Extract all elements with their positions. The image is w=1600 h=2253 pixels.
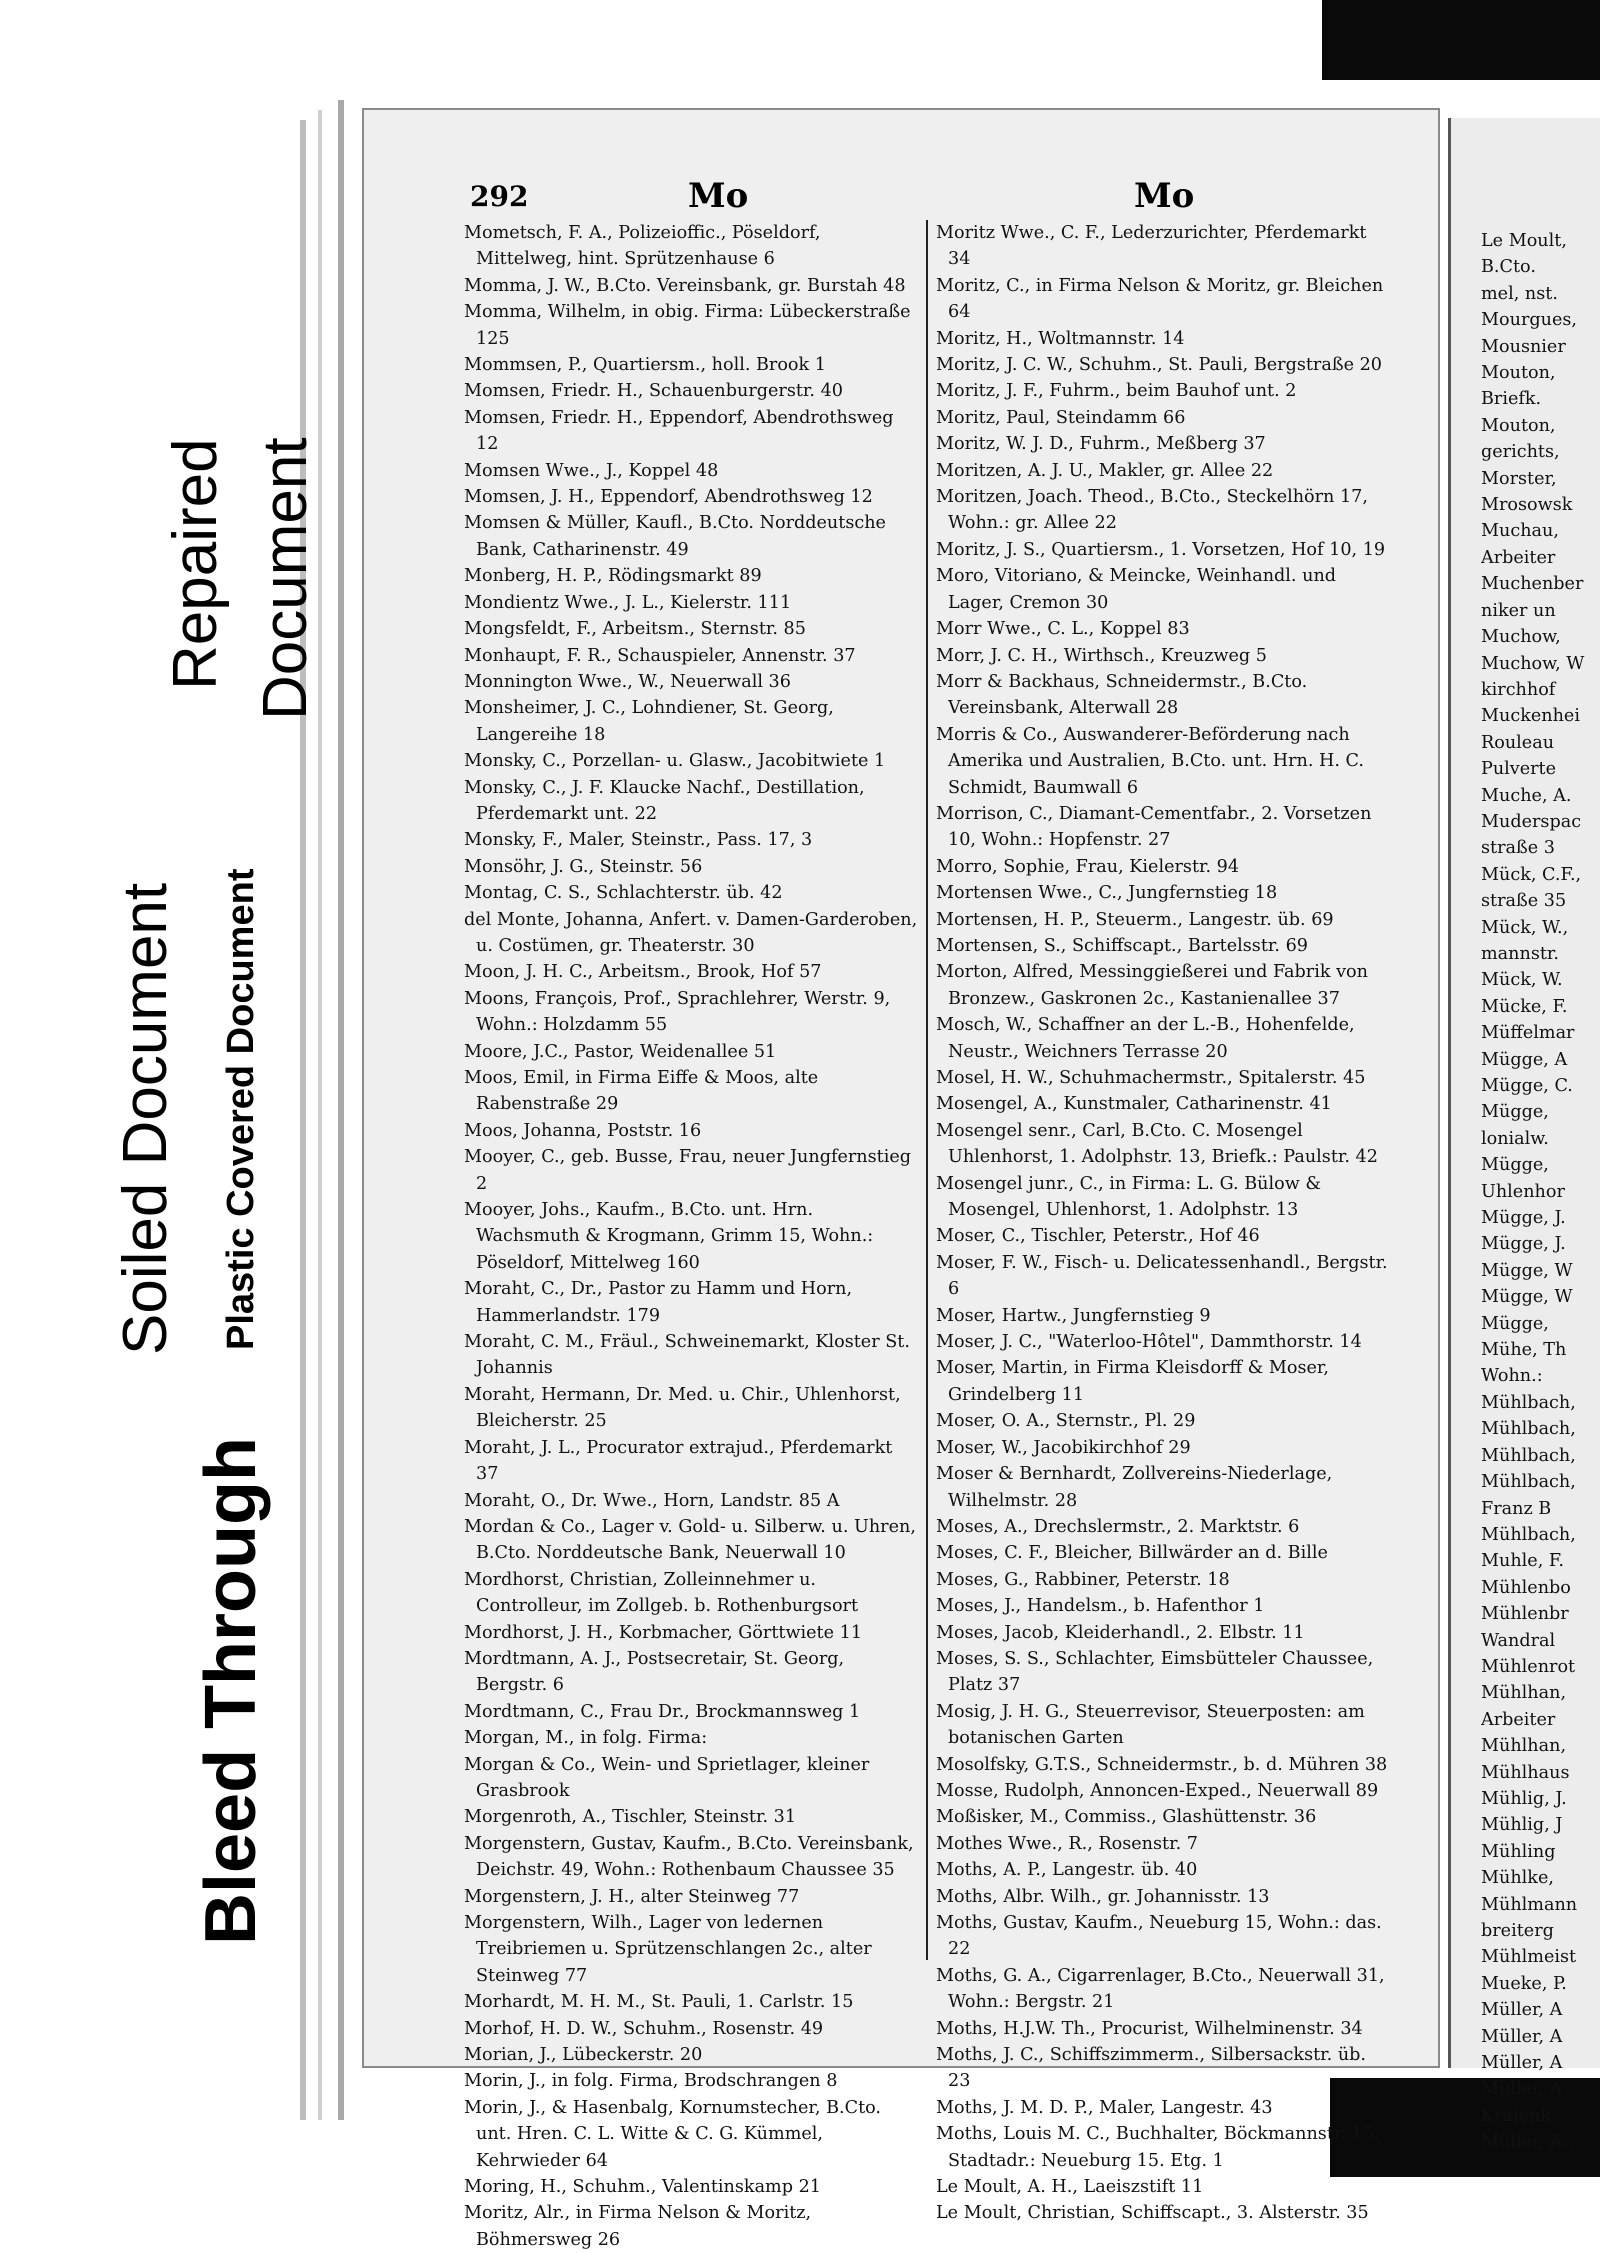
entry-fragment: Muchau, [1481, 521, 1559, 542]
label-bleed-through: Bleed Through [191, 1437, 271, 1945]
entry-fragment: mel, nst. [1481, 283, 1558, 304]
entry-fragment: Mühlbach, [1481, 1419, 1576, 1440]
directory-entry: Mondientz Wwe., J. L., Kielerstr. 111 [464, 592, 792, 613]
directory-entry: Moritz, J. F., Fuhrm., beim Bauhof unt. 2 [936, 381, 1297, 402]
directory-entry: Mosse, Rudolph, Annoncen-Exped., Neuerwall 89 [936, 1780, 1379, 1801]
entry-fragment: Mügge, J. [1481, 1208, 1566, 1229]
entry-fragment: B.Cto. [1481, 257, 1536, 278]
entry-fragment: Mrosowsk [1481, 495, 1573, 516]
entry-fragment: breiterg [1481, 1921, 1554, 1941]
directory-entry: Moraht, O., Dr. Wwe., Horn, Landstr. 85 A [464, 1490, 840, 1511]
directory-entry: Mordhorst, J. H., Korbmacher, Görttwiete 11 [464, 1622, 863, 1643]
directory-page [362, 108, 1440, 2250]
directory-entry: Morr & Backhaus, Schneidermstr., B.Cto. Vereinsbank, Alterwall 28 [936, 671, 1308, 719]
entry-fragment: Mügge, W [1481, 1260, 1573, 1281]
entry-fragment: Mügge, W [1481, 1287, 1573, 1308]
entry-fragment: Müller, A [1481, 2026, 1563, 2047]
directory-entry: Moses, J., Handelsm., b. Hafenthor 1 [936, 1596, 1265, 1617]
entry-fragment: Mühlbach, [1481, 1472, 1576, 1493]
directory-entry: Moses, G., Rabbiner, Peterstr. 18 [936, 1569, 1230, 1590]
page-number: 292 [470, 180, 529, 213]
directory-entry: Mommsen, P., Quartiersm., holl. Brook 1 [464, 355, 826, 376]
entry-fragment: Mühlke, [1481, 1868, 1554, 1889]
directory-entry: Moraht, Hermann, Dr. Med. u. Chir., Uhlenhorst, Bleicherstr. 25 [464, 1384, 901, 1432]
directory-entry: Monsky, F., Maler, Steinstr., Pass. 17, 3 [464, 830, 813, 851]
directory-entry: Morro, Sophie, Frau, Kielerstr. 94 [936, 856, 1240, 877]
directory-entry: Monberg, H. P., Rödingsmarkt 89 [464, 566, 762, 587]
directory-entry: Mosengel senr., Carl, B.Cto. C. Mosengel Uhlenhorst, 1. Adolphstr. 13, Briefk.: Paulstr. 42 [936, 1120, 1378, 1168]
directory-entry: Monsheimer, J. C., Lohndiener, St. Georg, Langereihe 18 [464, 698, 834, 745]
directory-entry: Mongsfeldt, F., Arbeitsm., Sternstr. 85 [464, 619, 806, 640]
entry-fragment: Mügge, [1481, 1313, 1549, 1334]
directory-entry: Moser, O. A., Sternstr., Pl. 29 [936, 1411, 1196, 1432]
directory-entry: Morhof, H. D. W., Schuhm., Rosenstr. 49 [464, 2018, 824, 2039]
book-edge [338, 100, 344, 2120]
entry-fragment: Muhle, F. [1481, 1551, 1564, 1572]
directory-entry: Mosch, W., Schaffner an der L.-B., Hohenfelde, Neustr., Weichners Terrasse 20 [936, 1015, 1355, 1062]
directory-entry: Mortensen, H. P., Steuerm., Langestr. üb. 69 [936, 909, 1334, 930]
directory-entry: Morin, J., in folg. Firma, Brodschrangen 8 [464, 2071, 838, 2092]
directory-entry: Mortensen, S., Schiffscapt., Bartelsstr. 69 [936, 935, 1308, 956]
entry-fragment: Uhlenhor [1481, 1181, 1565, 1202]
label-repaired-document: Document [251, 437, 320, 720]
entry-fragment: Mühlhan, [1481, 1736, 1567, 1757]
directory-entry: Moser, J. C., "Waterloo-Hôtel", Dammthorstr. 14 [936, 1332, 1362, 1353]
book-edge [318, 110, 322, 2120]
directory-entry: Mordhorst, Christian, Zolleinnehmer u. Controlleur, im Zollgeb. b. Rothenburgsort [464, 1569, 859, 1617]
entry-fragment: Mühlbach, [1481, 1392, 1576, 1413]
directory-entry: Moore, J.C., Pastor, Weidenallee 51 [464, 1041, 777, 1062]
entry-fragment: Franz B [1481, 1498, 1552, 1519]
directory-entry: Moses, C. F., Bleicher, Billwärder an d. Bille [936, 1543, 1328, 1564]
directory-entry: Morr Wwe., C. L., Koppel 83 [936, 619, 1190, 640]
directory-entry: Moon, J. H. C., Arbeitsm., Brook, Hof 57 [464, 962, 822, 983]
entry-fragment: Mühlenbr [1481, 1604, 1569, 1625]
directory-entry: Mortensen Wwe., C., Jungfernstieg 18 [936, 883, 1278, 904]
entry-fragment: Mühling [1481, 1841, 1556, 1862]
entry-fragment: Arbeiter [1481, 1709, 1556, 1730]
scan-bar-top [1322, 0, 1600, 80]
directory-entry: Morgenroth, A., Tischler, Steinstr. 31 [464, 1807, 797, 1828]
directory-entry: Morris & Co., Auswanderer-Beförderung nach Amerika und Australien, B.Cto. unt. Hrn. H. C. Schmidt, Baumwall 6 [936, 724, 1364, 798]
directory-entry: Moritzen, Joach. Theod., B.Cto., Steckelhörn 17, Wohn.: gr. Allee 22 [936, 487, 1368, 534]
directory-entry: Montag, C. S., Schlachterstr. üb. 42 [464, 883, 783, 904]
directory-entry: Morhardt, M. H. M., St. Pauli, 1. Carlstr. 15 [464, 1992, 854, 2013]
entry-fragment: Muchow, [1481, 627, 1561, 648]
entry-fragment: Muche, A. [1481, 785, 1572, 806]
directory-entry: Mosolfsky, G.T.S., Schneidermstr., b. d. Mühren 38 [936, 1754, 1388, 1775]
directory-entry: del Monte, Johanna, Anfert. v. Damen-Garderoben, u. Costümen, gr. Theaterstr. 30 [464, 909, 918, 956]
directory-entry: Moths, H.J.W. Th., Procurist, Wilhelminenstr. 34 [936, 2018, 1363, 2039]
entry-fragment: Mühlmann [1481, 1894, 1578, 1915]
directory-entry: Momma, Wilhelm, in obig. Firma: Lübeckerstraße 125 [464, 302, 911, 349]
entry-fragment: Rouleau [1481, 732, 1555, 753]
left-column [464, 220, 919, 2253]
directory-entry: Mooyer, C., geb. Busse, Frau, neuer Jungfernstieg 2 [464, 1147, 912, 1194]
directory-entry: Moths, Albr. Wilh., gr. Johannisstr. 13 [936, 1886, 1270, 1907]
directory-entry: Moths, Louis M. C., Buchhalter, Böckmannstr. 15, Stadtadr.: Neueburg 15. Etg. 1 [936, 2124, 1380, 2171]
directory-entry: Moritz, Alr., in Firma Nelson & Moritz, Böhmersweg 26 [464, 2203, 812, 2250]
directory-entry: Moring, H., Schuhm., Valentinskamp 21 [464, 2177, 821, 2198]
entry-fragment: straße 3 [1481, 838, 1555, 859]
directory-entry: Moos, Johanna, Poststr. 16 [464, 1120, 702, 1141]
entry-fragment: Wandral [1481, 1630, 1556, 1651]
entry-fragment: Briefk. [1481, 389, 1542, 410]
directory-entry: Moraht, C., Dr., Pastor zu Hamm und Horn, Hammerlandstr. 179 [464, 1279, 853, 1326]
running-header-left: Mo [688, 176, 749, 216]
directory-entry: Moths, A. P., Langestr. üb. 40 [936, 1860, 1198, 1881]
directory-entry: Mooyer, Johs., Kaufm., B.Cto. unt. Hrn. Wachsmuth & Krogmann, Grimm 15, Wohn.: Pöseldorf, Mittelweg 160 [464, 1200, 874, 1273]
label-repaired: Repaired [161, 438, 230, 690]
directory-entry: Morian, J., Lübeckerstr. 20 [464, 2045, 703, 2066]
next-page-fragments [1481, 228, 1600, 2156]
entry-fragment: Mücke, F. [1481, 996, 1568, 1017]
directory-entry: Moses, Jacob, Kleiderhandl., 2. Elbstr. 11 [936, 1622, 1305, 1643]
entry-fragment: Mügge, A [1481, 1049, 1568, 1070]
directory-entry: Moser, C., Tischler, Peterstr., Hof 46 [936, 1226, 1260, 1247]
directory-entry: Moser, Hartw., Jungfernstieg 9 [936, 1305, 1211, 1326]
directory-entry: Morrison, C., Diamant-Cementfabr., 2. Vorsetzen 10, Wohn.: Hopfenstr. 27 [936, 803, 1372, 851]
directory-entry: Le Moult, A. H., Laeiszstift 11 [936, 2177, 1204, 2198]
directory-entry: Moths, Gustav, Kaufm., Neueburg 15, Wohn.: das. 22 [936, 1913, 1382, 1960]
directory-entry: Momma, J. W., B.Cto. Vereinsbank, gr. Burstah 48 [464, 275, 906, 296]
directory-entry: Morgan & Co., Wein- und Sprietlager, kleiner Grasbrook [464, 1754, 870, 1801]
directory-entry: Morr, J. C. H., Wirthsch., Kreuzweg 5 [936, 645, 1267, 666]
entry-fragment: Morster, [1481, 468, 1557, 489]
directory-entry: Morgenstern, Wilh., Lager von ledernen Treibriemen u. Sprützenschlangen 2c., alter Steinweg 77 [464, 1913, 872, 1986]
directory-entry: Moritz, J. S., Quartiersm., 1. Vorsetzen, Hof 10, 19 [936, 539, 1386, 560]
entry-fragment: Mousnier [1481, 336, 1566, 357]
entry-fragment: Mück, W. [1481, 970, 1563, 991]
entry-fragment: Müffelmar [1481, 1023, 1575, 1044]
entry-fragment: Le Moult, [1481, 231, 1567, 251]
label-plastic-covered-document: Plastic Covered Document [220, 868, 262, 1350]
entry-fragment: mannstr. [1481, 943, 1560, 964]
directory-entry: Monsky, C., J. F. Klaucke Nachf., Destillation, Pferdemarkt unt. 22 [464, 777, 865, 824]
entry-fragment: Muckenhei [1481, 706, 1580, 727]
entry-fragment: Mühlmeist [1481, 1947, 1577, 1968]
entry-fragment: gerichts, [1481, 442, 1560, 463]
right-column [936, 220, 1391, 2227]
entry-fragment: Müller, A [1481, 2053, 1563, 2074]
entry-fragment: Mühlenbo [1481, 1577, 1571, 1598]
directory-entry: Monsöhr, J. G., Steinstr. 56 [464, 856, 703, 877]
entry-fragment: straße 35 [1481, 891, 1567, 912]
entry-fragment: Müller, A [1481, 2000, 1563, 2021]
directory-entry: Moses, S. S., Schlachter, Eimsbütteler Chaussee, Platz 37 [936, 1648, 1374, 1696]
entry-fragment: Mühlenrot [1481, 1656, 1576, 1677]
entry-fragment: Mühlbach, [1481, 1445, 1576, 1466]
entry-fragment: kirchhof [1481, 679, 1556, 700]
next-page-edge [1448, 118, 1600, 2153]
directory-entry: Mordtmann, A. J., Postsecretair, St. Georg, Bergstr. 6 [464, 1648, 845, 1696]
directory-entry: Moths, G. A., Cigarrenlager, B.Cto., Neuerwall 31, Wohn.: Bergstr. 21 [936, 1965, 1385, 2013]
directory-entry: Moritz, Paul, Steindamm 66 [936, 407, 1186, 428]
directory-entry: Mosig, J. H. G., Steuerrevisor, Steuerposten: am botanischen Garten [936, 1701, 1365, 1749]
entry-fragment: Mück, C.F., [1481, 864, 1582, 885]
entry-fragment: Mück, W., [1481, 917, 1569, 938]
directory-entry: Mordtmann, C., Frau Dr., Brockmannsweg 1 [464, 1701, 861, 1722]
directory-entry: Moritzen, A. J. U., Makler, gr. Allee 22 [936, 460, 1274, 481]
running-header-right: Mo [1134, 176, 1195, 216]
directory-entry: Mosengel, A., Kunstmaler, Catharinenstr. 41 [936, 1094, 1332, 1115]
entry-fragment: Mourgues, [1481, 310, 1577, 331]
entry-fragment: Mühlbach, [1481, 1524, 1576, 1545]
directory-entry: Moritz, W. J. D., Fuhrm., Meßberg 37 [936, 434, 1266, 455]
directory-entry: Mosel, H. W., Schuhmachermstr., Spitalerstr. 45 [936, 1068, 1366, 1088]
directory-entry: Moro, Vitoriano, & Meincke, Weinhandl. und Lager, Cremon 30 [936, 566, 1337, 613]
entry-fragment: Muchenber [1481, 574, 1584, 595]
entry-fragment: Mühlhan, [1481, 1683, 1567, 1704]
entry-fragment: Mügge, C. [1481, 1076, 1573, 1096]
directory-entry: Mosengel junr., C., in Firma: L. G. Bülow & Mosengel, Uhlenhorst, 1. Adolphstr. 13 [936, 1173, 1322, 1221]
directory-entry: Moths, J. M. D. P., Maler, Langestr. 43 [936, 2097, 1273, 2118]
directory-entry: Monhaupt, F. R., Schauspieler, Annenstr. 37 [464, 645, 856, 666]
entry-fragment: Mueke, P. [1481, 1973, 1567, 1994]
directory-entry: Morgenstern, Gustav, Kaufm., B.Cto. Vereinsbank, Deichstr. 49, Wohn.: Rothenbaum Chaussee 35 [464, 1833, 914, 1881]
entry-fragment: niker un [1481, 600, 1556, 621]
directory-entry: Monsky, C., Porzellan- u. Glasw., Jacobitwiete 1 [464, 751, 886, 772]
entry-fragment: Mühe, Th [1481, 1340, 1567, 1361]
entry-fragment: Mouton, [1481, 363, 1556, 384]
directory-entry: Moser, W., Jacobikirchhof 29 [936, 1437, 1191, 1458]
directory-entry: Momsen, Friedr. H., Eppendorf, Abendrothsweg 12 [464, 407, 894, 455]
entry-fragment: Mühlig, J [1481, 1815, 1563, 1836]
entry-fragment: Mühlhaus [1481, 1762, 1570, 1783]
entry-fragment: Mügge, [1481, 1102, 1549, 1123]
directory-entry: Moser, Martin, in Firma Kleisdorff & Moser, Grindelberg 11 [936, 1358, 1329, 1405]
directory-entry: Moraht, C. M., Fräul., Schweinemarkt, Kloster St. Johannis [464, 1332, 910, 1379]
entry-fragment: Mühlig, J. [1481, 1788, 1567, 1809]
entry-fragment: Muchow, W [1481, 653, 1585, 674]
directory-entry: Moritz, H., Woltmannstr. 14 [936, 328, 1185, 349]
directory-entry: Mometsch, F. A., Polizeioffic., Pöseldorf, Mittelweg, hint. Sprützenhause 6 [464, 223, 821, 270]
directory-entry: Mothes Wwe., R., Rosenstr. 7 [936, 1833, 1198, 1854]
entry-fragment: Kraienk [1481, 2105, 1552, 2126]
directory-entry: Moos, Emil, in Firma Eiffe & Moos, alte Rabenstraße 29 [464, 1068, 819, 1115]
entry-fragment: lonialw. [1481, 1128, 1549, 1149]
directory-entry: Monnington Wwe., W., Neuerwall 36 [464, 671, 791, 692]
entry-fragment: Mügge, [1481, 1155, 1549, 1176]
directory-entry: Morin, J., & Hasenbalg, Kornumstecher, B.Cto. unt. Hren. C. L. Witte & C. G. Kümmel, Kehrwieder 64 [464, 2097, 882, 2171]
directory-entry: Moritz, C., in Firma Nelson & Moritz, gr. Bleichen 64 [936, 275, 1384, 323]
column-divider [926, 220, 928, 1960]
entry-fragment: Müller, A [1481, 2079, 1563, 2100]
directory-entry: Momsen, J. H., Eppendorf, Abendrothsweg 12 [464, 487, 873, 508]
directory-entry: Moser & Bernhardt, Zollvereins-Niederlage, Wilhelmstr. 28 [936, 1464, 1333, 1511]
entry-fragment: Muderspac [1481, 811, 1582, 832]
entry-fragment: Pulverte [1481, 759, 1557, 780]
directory-entry: Mordan & Co., Lager v. Gold- u. Silberw. u. Uhren, B.Cto. Norddeutsche Bank, Neuerwall 10 [464, 1516, 916, 1564]
directory-entry: Moritz Wwe., C. F., Lederzurichter, Pferdemarkt 34 [936, 223, 1367, 270]
directory-entry: Momsen & Müller, Kaufl., B.Cto. Norddeutsche Bank, Catharinenstr. 49 [464, 513, 886, 560]
directory-entry: Morgan, M., in folg. Firma: [464, 1728, 708, 1749]
book-edge [300, 120, 306, 2120]
directory-entry: Morton, Alfred, Messinggießerei und Fabrik von Bronzew., Gaskronen 2c., Kastanienallee 37 [936, 962, 1368, 1009]
directory-entry: Moraht, J. L., Procurator extrajud., Pferdemarkt 37 [464, 1437, 893, 1485]
directory-entry: Moses, A., Drechslermstr., 2. Marktstr. 6 [936, 1516, 1300, 1537]
entry-fragment: Müller, A., [1481, 2132, 1574, 2153]
directory-entry: Moser, F. W., Fisch- u. Delicatessenhandl., Bergstr. 6 [936, 1252, 1388, 1300]
directory-entry: Moths, J. C., Schiffszimmerm., Silbersackstr. üb. 23 [936, 2045, 1367, 2092]
entry-fragment: Wohn.: [1481, 1366, 1543, 1387]
directory-entry: Le Moult, Christian, Schiffscapt., 3. Alsterstr. 35 [936, 2203, 1369, 2224]
directory-entry: Moons, François, Prof., Sprachlehrer, Werstr. 9, Wohn.: Holzdamm 55 [464, 988, 891, 1036]
directory-entry: Moßisker, M., Commiss., Glashüttenstr. 36 [936, 1807, 1317, 1828]
entry-fragment: Arbeiter [1481, 547, 1556, 568]
entry-fragment: Mügge, J. [1481, 1234, 1566, 1255]
entry-fragment: Mouton, [1481, 415, 1556, 436]
label-soiled-document: Soiled Document [111, 882, 180, 1355]
directory-entry: Moritz, J. C. W., Schuhm., St. Pauli, Bergstraße 20 [936, 355, 1382, 376]
directory-entry: Momsen Wwe., J., Koppel 48 [464, 460, 719, 481]
directory-entry: Morgenstern, J. H., alter Steinweg 77 [464, 1886, 800, 1907]
directory-entry: Momsen, Friedr. H., Schauenburgerstr. 40 [464, 381, 843, 402]
